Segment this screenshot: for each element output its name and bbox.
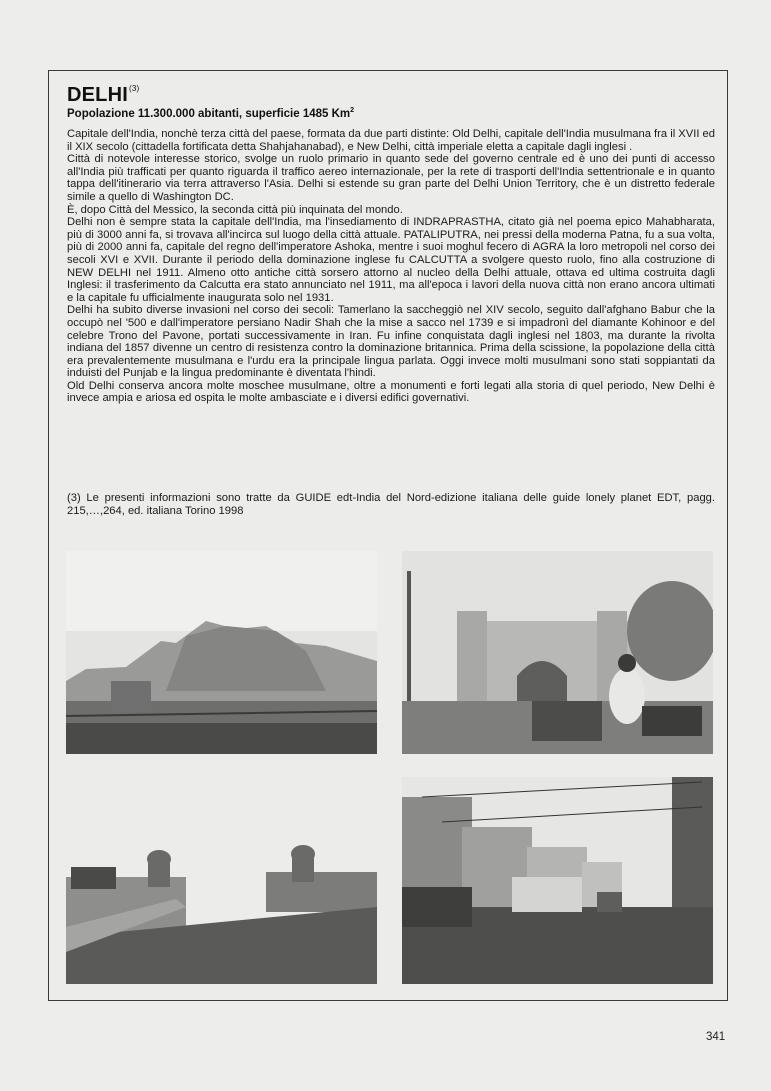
title-text: DELHI <box>67 84 128 106</box>
photo-fort-haze <box>66 551 377 754</box>
paragraph: Capitale dell'India, nonchè terza città del paese, formata da due parti distinte: Old Delhi, capitale dell'India musulmana fra il XVII ed il XIX secolo (cittadella fortificata detta Shahjahanabad), e New Delhi, città imperiale eletta a capitale dagli inglesi . <box>67 128 715 153</box>
population-subtitle <box>67 107 354 120</box>
subtitle-superscript: 2 <box>350 107 355 114</box>
paragraph: Delhi ha subito diverse invasioni nel corso dei secoli: Tamerlano la saccheggiò nel XIV secolo, seguito dall'afghano Babur che la occupò nel '500 e dall'imperatore persiano Nadir Shah che la mise a sacco nel 1739 e si impadronì del diamante Kohinoor e del celebre Trono del Pavone, portati successivamente in Iran. Fu infine conquistata dagli inglesi nel 1803, ma durante la rivolta indiana del 1857 divenne un centro di resistenza contro la dominazione britannica. Prima della scissione, la popolazione della città era prevalentemente musulmana e l'urdu era la principale lingua parlata. Oggi invece molti musulmani sono stati soppiantati da induisti del Punjab e la lingua predominante è diventata l'hindi. <box>67 304 715 380</box>
photo-busy-street <box>402 777 713 984</box>
paragraph: È, dopo Città del Messico, la seconda città più inquinata del mondo. <box>67 203 403 216</box>
title-footnote-ref: (3) <box>129 84 140 93</box>
photo-road-pavilions <box>66 777 377 984</box>
page-title <box>67 84 139 107</box>
body-text <box>67 128 715 405</box>
paragraph: Città di notevole interesse storico, svolge un ruolo primario in quanto sede del governo centrale ed è uno dei punti di accesso all'India più trafficati per quanto riguarda il traffico aereo internazionale, per la rete di trasporti dell'India settentrionale e in quanto tappa dell'itinerario via terra attraverso l'Asia. Delhi si estende su gran parte del Delhi Union Territory, che è un distretto federale simile a quello di Washington DC. <box>67 153 715 203</box>
footnote: (3) Le presenti informazioni sono tratte da GUIDE edt-India del Nord-edizione italiana delle guide lonely planet EDT, pagg. 215,…,264, ed. italiana Torino 1998 <box>67 492 715 517</box>
subtitle-text: Popolazione 11.300.000 abitanti, superficie 1485 Km <box>67 107 351 120</box>
paragraph: Delhi non è sempre stata la capitale dell'India, ma l'insediamento di INDRAPRASTHA, citato già nel poema epico Mahabharata, più di 3000 anni fa, si trovava all'incirca sul luogo della città attuale. PATALIPUTRA, nei pressi della moderna Patna, fu a sua volta, più di 2000 anni fa, capitale del regno dell'imperatore Ashoka, mentre i suoi moghul fecero di AGRA la loro metropoli nel corso dei secoli XVI e XVII. Durante il periodo della dominazione inglese fu CALCUTTA a svolgere questo ruolo, fino alla costruzione di NEW DELHI nel 1911. Almeno otto antiche città sorsero attorno al nucleo della Delhi attuale, ottava ed ultima costruita dagli Inglesi: il trasferimento da Calcutta era stato annunciato nel 1911, ma all'epoca i lavori della nuova città non erano ancora ultimati e la capitale fu ufficialmente inaugurata solo nel 1931. <box>67 216 715 304</box>
page-number: 341 <box>706 1031 726 1043</box>
photo-city-gate <box>402 551 713 754</box>
paragraph: Old Delhi conserva ancora molte moschee musulmane, oltre a monumenti e forti legati alla storia di quel periodo, New Delhi è invece ampia e ariosa ed ospita le molte ambasciate e i diversi edifici governativi. <box>67 379 715 405</box>
